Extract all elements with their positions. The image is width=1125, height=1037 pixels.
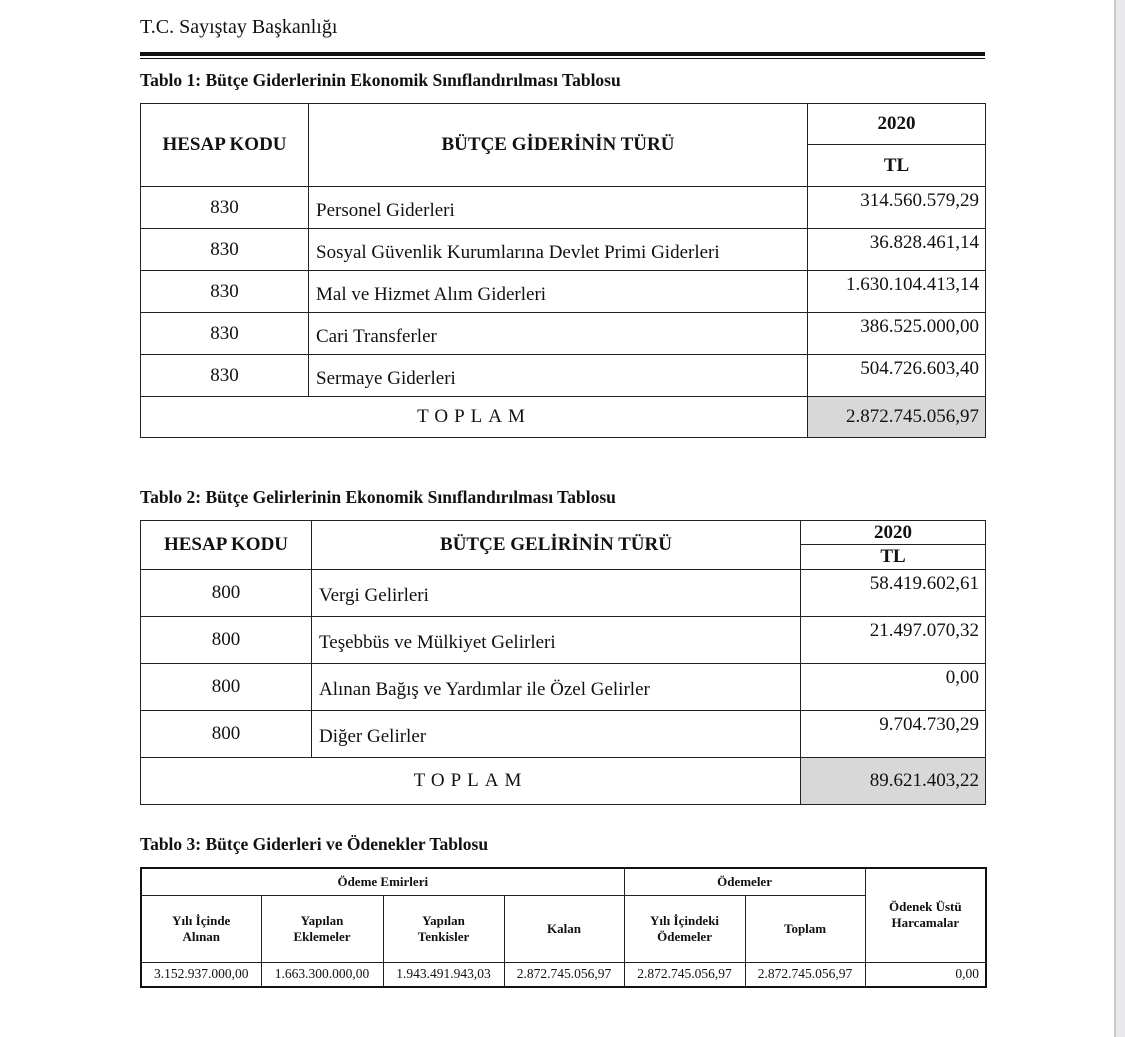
table-row — [141, 187, 986, 229]
total-value: 2.872.745.056,97 — [808, 397, 986, 438]
table-row — [141, 711, 986, 758]
row-amount: 1.630.104.413,14 — [808, 271, 986, 313]
row-name: Diğer Gelirler — [312, 711, 801, 758]
table-row — [141, 617, 986, 664]
col-header-code: HESAP KODU — [141, 521, 312, 570]
value-received: 3.152.937.000,00 — [141, 962, 261, 987]
value-additions: 1.663.300.000,00 — [261, 962, 383, 987]
table-row — [141, 271, 986, 313]
col-header-year-payments-line1: Yılı İçindeki — [650, 912, 720, 928]
col-header-year: 2020 — [808, 104, 986, 145]
group-header-payments: Ödemeler — [624, 868, 865, 895]
col-header-type: BÜTÇE GELİRİNİN TÜRÜ — [312, 521, 801, 570]
col-header-year-payments — [624, 895, 745, 962]
group-header-payment-orders: Ödeme Emirleri — [141, 868, 624, 895]
total-label: TOPLAM — [141, 397, 808, 438]
col-header-unit: TL — [808, 145, 986, 187]
col-header-unit: TL — [801, 545, 986, 570]
total-value: 89.621.403,22 — [801, 758, 986, 805]
row-code: 800 — [141, 664, 312, 711]
table2-caption: Tablo 2: Bütçe Gelirlerinin Ekonomik Sınıflandırılması Tablosu — [140, 487, 616, 507]
row-code: 830 — [141, 229, 309, 271]
row-name: Cari Transferler — [309, 313, 808, 355]
col-header-overspend — [865, 868, 986, 962]
col-header-remaining: Kalan — [504, 895, 624, 962]
table-row — [141, 664, 986, 711]
row-code: 830 — [141, 271, 309, 313]
col-header-additions — [261, 895, 383, 962]
col-header-total: Toplam — [745, 895, 865, 962]
table-row — [141, 962, 986, 987]
col-header-received — [141, 895, 261, 962]
row-amount: 58.419.602,61 — [801, 570, 986, 617]
table3-caption: Tablo 3: Bütçe Giderleri ve Ödenekler Tablosu — [140, 834, 489, 854]
header-rule-thick — [140, 52, 985, 56]
row-name: Personel Giderleri — [309, 187, 808, 229]
total-row — [141, 397, 986, 438]
row-code: 830 — [141, 313, 309, 355]
value-remaining: 2.872.745.056,97 — [504, 962, 624, 987]
row-amount: 0,00 — [801, 664, 986, 711]
row-name: Sermaye Giderleri — [309, 355, 808, 397]
row-amount: 9.704.730,29 — [801, 711, 986, 758]
value-cuts: 1.943.491.943,03 — [383, 962, 504, 987]
row-name: Teşebbüs ve Mülkiyet Gelirleri — [312, 617, 801, 664]
row-name: Sosyal Güvenlik Kurumlarına Devlet Primi Giderleri — [309, 229, 808, 271]
table-row — [141, 313, 986, 355]
row-name: Vergi Gelirleri — [312, 570, 801, 617]
col-header-cuts — [383, 895, 504, 962]
col-header-year-payments-line2: Ödemeler — [657, 928, 712, 944]
col-header-year: 2020 — [801, 521, 986, 545]
col-header-code: HESAP KODU — [141, 104, 309, 187]
col-header-received-line1: Yılı İçinde — [172, 912, 231, 928]
value-overspend: 0,00 — [865, 962, 986, 987]
table-row — [141, 229, 986, 271]
page-edge-shadow — [1114, 0, 1116, 1037]
col-header-overspend-line1: Ödenek Üstü — [888, 899, 962, 915]
row-code: 830 — [141, 355, 309, 397]
table1-caption: Tablo 1: Bütçe Giderlerinin Ekonomik Sınıflandırılması Tablosu — [140, 70, 621, 90]
row-amount: 314.560.579,29 — [808, 187, 986, 229]
col-header-cuts-line2: Tenkisler — [417, 928, 470, 944]
row-code: 800 — [141, 570, 312, 617]
table-row — [141, 355, 986, 397]
row-amount: 36.828.461,14 — [808, 229, 986, 271]
col-header-cuts-line1: Yapılan — [422, 912, 465, 928]
value-total: 2.872.745.056,97 — [745, 962, 865, 987]
document-header: T.C. Sayıştay Başkanlığı — [140, 16, 338, 38]
col-header-additions-line1: Yapılan — [300, 912, 344, 928]
expense-table — [140, 103, 986, 438]
col-header-type: BÜTÇE GİDERİNİN TÜRÜ — [309, 104, 808, 187]
row-amount: 21.497.070,32 — [801, 617, 986, 664]
row-code: 830 — [141, 187, 309, 229]
table-row — [141, 570, 986, 617]
total-label: TOPLAM — [141, 758, 801, 805]
row-code: 800 — [141, 617, 312, 664]
col-header-received-line2: Alınan — [182, 928, 221, 944]
col-header-overspend-line2: Harcamalar — [891, 915, 960, 931]
appropriations-table — [140, 867, 987, 988]
row-code: 800 — [141, 711, 312, 758]
row-name: Alınan Bağış ve Yardımlar ile Özel Gelirler — [312, 664, 801, 711]
revenue-table — [140, 520, 986, 805]
row-amount: 386.525.000,00 — [808, 313, 986, 355]
row-name: Mal ve Hizmet Alım Giderleri — [309, 271, 808, 313]
col-header-additions-line2: Eklemeler — [293, 928, 351, 944]
total-row — [141, 758, 986, 805]
header-rule-thin — [140, 58, 985, 59]
row-amount: 504.726.603,40 — [808, 355, 986, 397]
value-year-payments: 2.872.745.056,97 — [624, 962, 745, 987]
